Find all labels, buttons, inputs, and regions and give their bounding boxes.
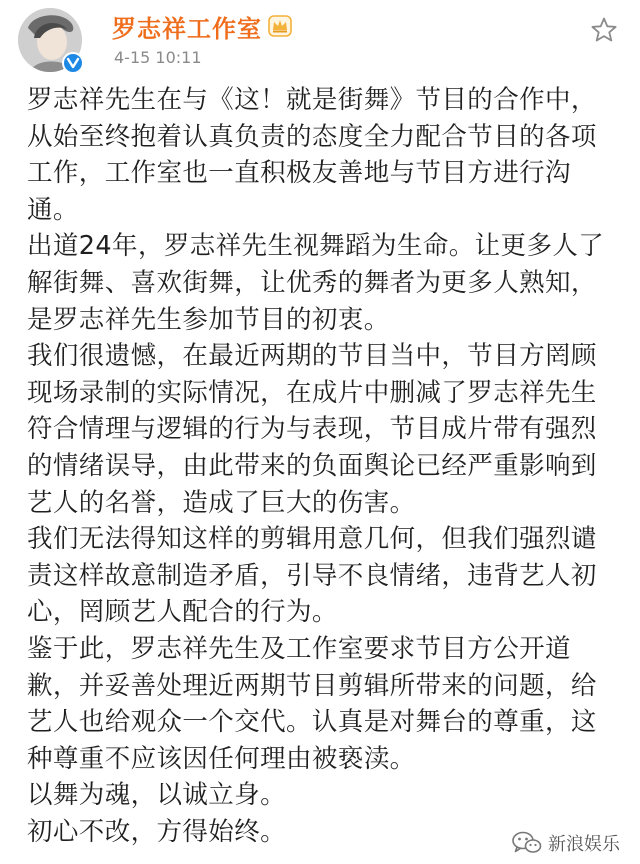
post-paragraph: 初心不改，方得始终。 <box>27 816 287 847</box>
post-header <box>0 0 640 80</box>
author-row <box>112 10 292 42</box>
verified-badge-icon <box>62 52 84 74</box>
account-name[interactable]: 罗志祥工作室 <box>112 14 262 43</box>
avatar[interactable] <box>18 8 82 72</box>
post-paragraph: 出道24年，罗志祥先生视舞蹈为生命。让更多人了解街舞、喜欢街舞，让优秀的舞者为更多人熟知，是罗志祥先生参加节目的初衷。 <box>27 231 605 335</box>
wechat-icon <box>512 831 542 855</box>
watermark <box>512 828 620 858</box>
watermark-text: 新浪娱乐 <box>548 834 620 855</box>
post-paragraph: 鉴于此，罗志祥先生及工作室要求节目方公开道歉，并妥善处理近两期节目剪辑所带来的问题，给艺人也给观众一个交代。认真是对舞台的尊重，这种尊重不应该因任何理由被亵渎。 <box>27 633 597 774</box>
post-paragraph: 罗志祥先生在与《这！就是街舞》节目的合作中，从始至终抱着认真负责的态度全力配合节目的各项工作，工作室也一直积极友善地与节目方进行沟通。 <box>27 85 597 225</box>
post-paragraph: 我们无法得知这样的剪辑用意几何，但我们强烈谴责这样故意制造矛盾，引导不良情绪，违背艺人初心，罔顾艺人配合的行为。 <box>27 524 597 628</box>
post-paragraph: 我们很遗憾，在最近两期的节目当中，节目方罔顾现场录制的实际情况，在成片中删减了罗志祥先生符合情理与逻辑的行为与表现，节目成片带有强烈的情绪误导，由此带来的负面舆论已经严重影响到艺人的名誉，造成了巨大的伤害。 <box>27 341 597 518</box>
star-outline-icon[interactable] <box>590 16 618 44</box>
post-body <box>27 82 617 850</box>
post-paragraph: 以舞为魂，以诚立身。 <box>27 780 287 811</box>
crown-icon <box>268 15 292 37</box>
post-timestamp: 4-15 10:11 <box>114 48 202 67</box>
